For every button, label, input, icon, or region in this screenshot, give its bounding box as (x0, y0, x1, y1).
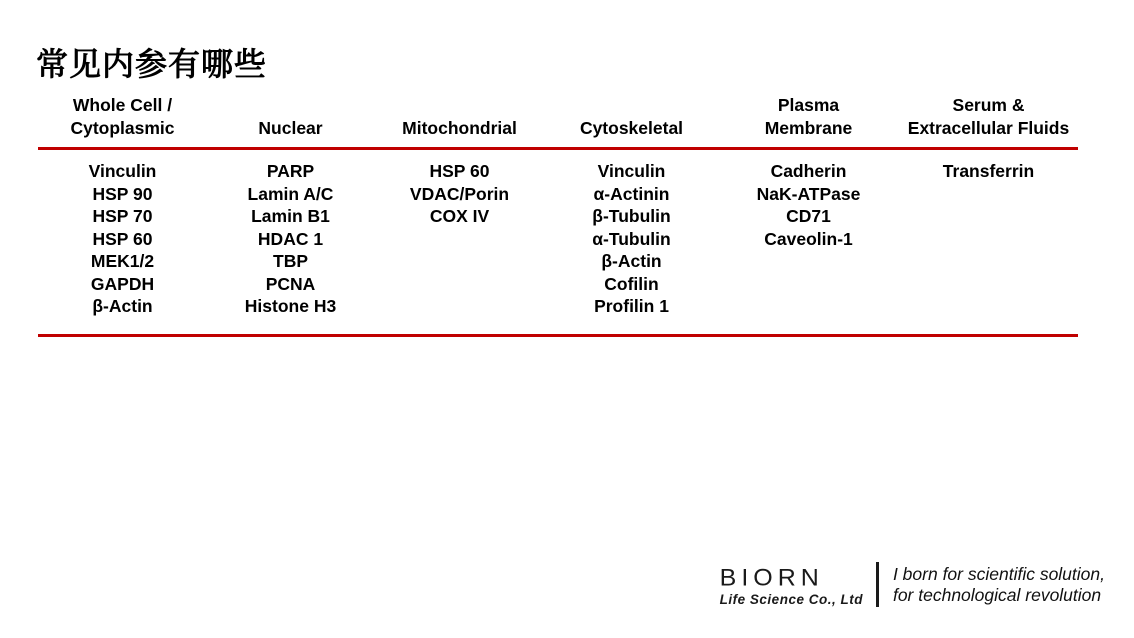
column-header-serum-extracellular-fluids (899, 94, 1078, 139)
header-line: Extracellular Fluids (907, 117, 1070, 138)
column-header-plasma-membrane (718, 94, 899, 139)
footer-divider (876, 562, 879, 607)
table-cell: Cofilin (604, 273, 659, 294)
table-cell: HSP 70 (92, 206, 153, 226)
table-cell: HSP 90 (92, 183, 153, 204)
table-cell: Lamin B1 (251, 206, 330, 226)
column-mitochondrial-items (374, 160, 545, 334)
table-cell: MEK1/2 (90, 251, 155, 271)
table-cell: β-Actin (601, 251, 662, 271)
table-cell: Caveolin-1 (764, 228, 853, 249)
header-line: Cytoplasmic (70, 117, 175, 138)
table-cell: α-Tubulin (592, 228, 671, 249)
column-whole-cell-cytoplasmic-items (38, 160, 207, 334)
slogan-line2: for technological revolution (892, 585, 1102, 605)
logo-block (720, 562, 863, 607)
column-header-mitochondrial (374, 117, 545, 140)
loading-controls-table (38, 94, 1078, 337)
table-cell: Histone H3 (244, 296, 337, 316)
header-line: Cytoskeletal (579, 117, 684, 138)
column-plasma-membrane-items (718, 160, 899, 334)
table-cell: β-Tubulin (592, 206, 671, 226)
slogan-line1: I born for scientific solution, (892, 564, 1105, 584)
column-header-cytoskeletal (545, 117, 718, 140)
table-cell: COX IV (429, 206, 490, 226)
table-cell: HSP 60 (429, 161, 490, 181)
table-cell: β-Actin (92, 296, 153, 316)
table-cell: Profilin 1 (594, 296, 669, 316)
table-cell: TBP (273, 251, 308, 271)
table-body (38, 150, 1078, 337)
table-cell: CD71 (786, 206, 831, 226)
logo-subtitle: Life Science Co., Ltd (719, 592, 863, 607)
header-line: Nuclear (258, 117, 323, 138)
column-serum-extracellular-fluids-items (899, 160, 1078, 334)
table-cell: HSP 60 (92, 228, 153, 249)
header-line: Membrane (764, 117, 853, 138)
column-nuclear-items (207, 160, 374, 334)
table-cell: HDAC 1 (257, 228, 324, 249)
table-cell: Lamin A/C (247, 183, 334, 204)
table-cell: α-Actinin (593, 183, 670, 204)
slogan (893, 562, 1105, 607)
page-title: 常见内参有哪些 (36, 46, 268, 82)
table-cell: NaK-ATPase (756, 183, 861, 204)
column-cytoskeletal-items (545, 160, 718, 334)
biorn-logo: BIORN (719, 564, 824, 592)
table-cell: VDAC/Porin (409, 183, 510, 204)
table-cell: Transferrin (942, 161, 1035, 181)
table-cell: PCNA (265, 273, 316, 294)
header-line: Whole Cell / (72, 95, 173, 115)
header-line: Mitochondrial (402, 117, 517, 138)
table-cell: PARP (266, 161, 315, 181)
header-line: Serum & (952, 95, 1025, 115)
table-cell: Vinculin (88, 161, 157, 181)
table-cell: Vinculin (597, 161, 666, 181)
table-header-row (38, 94, 1078, 150)
column-header-nuclear (207, 117, 374, 140)
header-line: Plasma (777, 95, 840, 115)
table-cell: Cadherin (770, 161, 847, 181)
table-cell: GAPDH (90, 273, 155, 294)
footer-brand (720, 562, 1105, 607)
column-header-whole-cell-cytoplasmic (38, 94, 207, 139)
